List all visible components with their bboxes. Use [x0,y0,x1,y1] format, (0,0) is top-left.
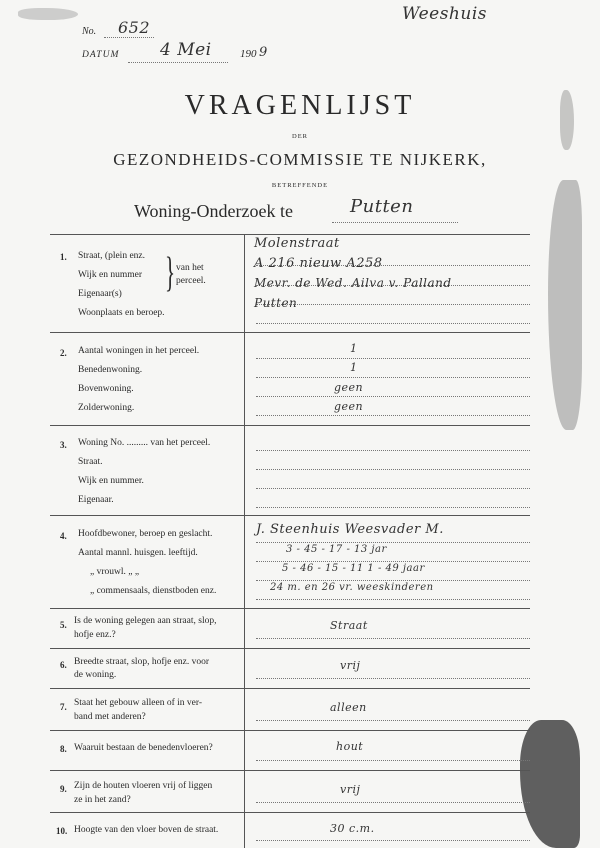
section-line: hofje enz.? [74,630,116,640]
section-line: Zolderwoning. [78,403,135,413]
answer-line [256,377,530,378]
answer-value: geen [334,400,364,413]
answer-line [256,323,530,324]
section-line: ze in het zand? [74,795,131,805]
section-line: Staat het gebouw alleen of in ver- [74,698,203,708]
section-line: Zijn de houten vloeren vrij of liggen [74,781,213,791]
section-line: Hoofdbewoner, beroep en geslacht. [78,529,213,539]
no-value: 652 [118,18,151,37]
rule-after-6 [50,688,530,689]
answer-value: hout [336,740,364,753]
answer-line [256,802,530,803]
answer-line [256,760,530,761]
rule-after-7 [50,730,530,731]
section-line: „ commensaals, dienstboden enz. [90,586,217,596]
brace-symbol: } [165,250,176,296]
section-line: Waaruit bestaan de benedenvloeren? [74,743,213,753]
section-number: 2. [60,348,67,358]
title-betreffende: BETREFFENDE [271,182,329,189]
stain-right-edge [548,180,582,430]
section-line: Hoogte van den vloer boven de straat. [74,825,219,835]
rule-after-1 [50,332,530,333]
section-line: Benedenwoning. [78,365,143,375]
datum-value: 4 Mei [160,40,212,60]
answer-value: Straat [330,619,368,632]
answer-value: J. Steenhuis Weesvader M. [256,522,444,537]
stain-top-left [18,8,78,20]
no-dotline [104,37,154,38]
rule-after-2 [50,425,530,426]
section-number: 4. [60,531,67,541]
section-line: Eigenaar(s) [78,289,122,299]
answer-line [256,396,530,397]
section-line: Breedte straat, slop, hofje enz. voor [74,657,210,667]
answer-line [256,469,530,470]
title-commission: GEZONDHEIDS-COMMISSIE TE NIJKERK, [113,150,487,169]
answer-value: 1 [350,361,358,374]
answer-line [256,358,530,359]
section-number: 9. [60,784,67,794]
section-number: 7. [60,702,67,712]
answer-value: vrij [340,659,361,672]
datum-dotline [128,62,228,63]
section-line: Straat. [78,457,103,467]
answer-value: Mevr. de Wed. Ailva v. Palland [254,276,452,290]
answer-line [256,580,530,581]
answer-line [256,599,530,600]
answer-line [256,507,530,508]
answer-line [256,488,530,489]
section-line: Straat, (plein enz. [78,251,146,261]
answer-value: A 216 nieuw A258 [254,256,383,271]
column-divider [244,234,245,848]
answer-value: 3 - 45 - 17 - 13 jar [286,544,387,555]
top-right-annotation: Weeshuis [402,4,487,24]
answer-line [256,720,530,721]
answer-line [256,561,530,562]
section-line: Bovenwoning. [78,384,134,394]
rule-after-8 [50,770,530,771]
answer-line [256,840,530,841]
subject-dotline [332,222,458,223]
answer-value: alleen [330,701,367,714]
section-line: Wijk en nummer. [78,476,144,486]
section-line: „ vrouwl. „ „ [90,567,140,577]
section-line: Is de woning gelegen aan straat, slop, [74,616,217,626]
answer-line [256,415,530,416]
section-number: 3. [60,440,67,450]
title-main: VRAGENLIJST [184,90,416,121]
answer-line [256,450,530,451]
answer-value: geen [334,381,364,394]
answer-value: 30 c.m. [330,822,375,835]
section-number: 8. [60,744,67,754]
section-line: Woonplaats en beroep. [78,308,165,318]
answer-line [256,542,530,543]
answer-value: 1 [350,342,358,355]
answer-line [256,678,530,679]
section-line: Woning No. ......... van het perceel. [78,438,211,448]
section-number: 5. [60,620,67,630]
section-line: band met anderen? [74,712,146,722]
year-suffix: 9 [259,45,268,60]
section-line: Aantal woningen in het perceel. [78,346,200,356]
brace-text: van het perceel. [176,263,206,286]
answer-value: Putten [254,296,298,310]
section-number: 10. [56,826,68,836]
rule-after-3 [50,515,530,516]
rule-after-9 [50,812,530,813]
section-line: Aantal mannl. huisgen. leeftijd. [78,548,198,558]
answer-value: vrij [340,783,361,796]
section-line: de woning. [74,670,117,680]
stain-bottom-right [520,720,580,848]
section-line: Eigenaar. [78,495,114,505]
year-prefix: 190 [240,48,257,60]
answer-line [256,638,530,639]
answer-value: 5 - 46 - 15 - 11 1 - 49 jaar [282,563,425,574]
section-number: 6. [60,660,67,670]
datum-label: DATUM [82,50,120,60]
section-line: Wijk en nummer [78,270,142,280]
subject-value: Putten [350,196,414,217]
table-top-rule [50,234,530,235]
answer-value: 24 m. en 26 vr. weeskinderen [270,582,434,593]
title-der: DER [292,133,308,140]
no-label: No. [82,26,97,37]
answer-value: Molenstraat [254,236,340,251]
rule-after-5 [50,648,530,649]
rule-after-4 [50,608,530,609]
section-number: 1. [60,252,67,262]
subject-label: Woning-Onderzoek te [134,201,293,221]
